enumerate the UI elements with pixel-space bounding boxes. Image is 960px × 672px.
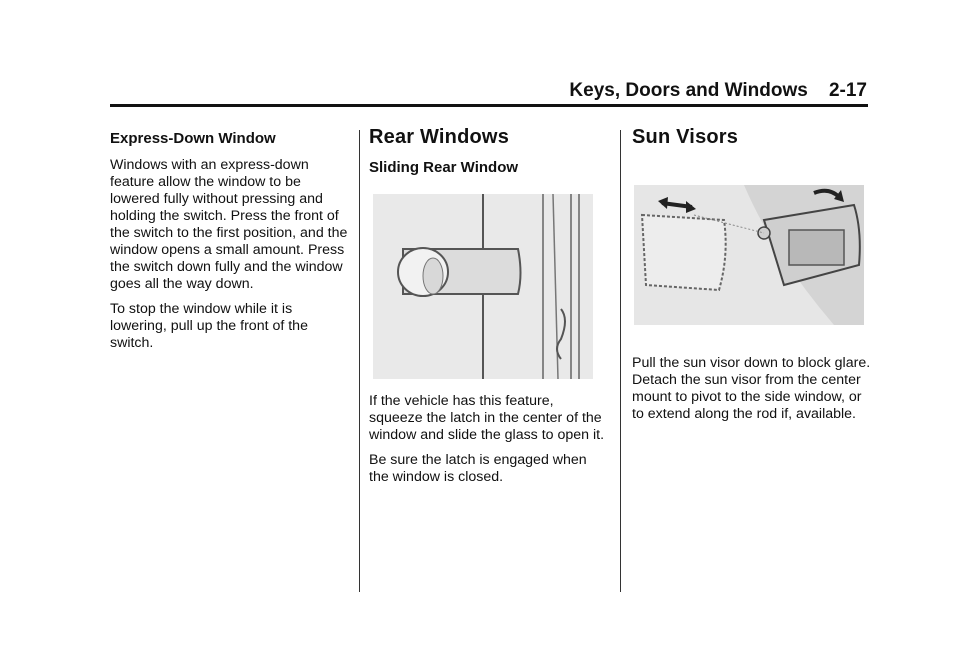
sliding-window-latch-illustration — [373, 194, 593, 379]
express-down-heading: Express-Down Window — [110, 130, 276, 147]
express-down-paragraph-2: To stop the window while it is lowering, pull up the front of the switch. — [110, 301, 308, 351]
rear-windows-heading: Rear Windows — [369, 126, 510, 148]
sun-visor-illustration — [634, 185, 864, 325]
sun-visors-heading: Sun Visors — [632, 126, 739, 148]
column-divider-2 — [620, 130, 621, 592]
sliding-window-paragraph-1: If the vehicle has this feature, squeeze the latch in the center of the window and slide the glass to open it. — [369, 393, 605, 443]
column-rear-windows — [369, 126, 609, 494]
sun-visors-paragraph-1: Pull the sun visor down to block glare. Detach the sun visor from the center mount to pivot to the side window, or to extend along the rod if, available. — [632, 355, 871, 422]
column-divider-1 — [359, 130, 360, 592]
express-down-paragraph-1: Windows with an express-down feature allow the window to be lowered fully without pressing and holding the switch. Press the front of the switch to the first position, and the window opens a small amount. Press the switch down fully and the window goes all the way down. — [110, 157, 348, 292]
sliding-rear-window-heading: Sliding Rear Window — [369, 159, 519, 176]
running-header — [0, 80, 867, 102]
header-rule — [110, 104, 868, 107]
section-title: Keys, Doors and Windows — [569, 80, 808, 101]
page-number: 2-17 — [828, 80, 867, 101]
sliding-window-paragraph-2: Be sure the latch is engaged when the window is closed. — [369, 452, 587, 485]
column-express-down — [110, 126, 350, 360]
column-sun-visors — [632, 126, 872, 431]
